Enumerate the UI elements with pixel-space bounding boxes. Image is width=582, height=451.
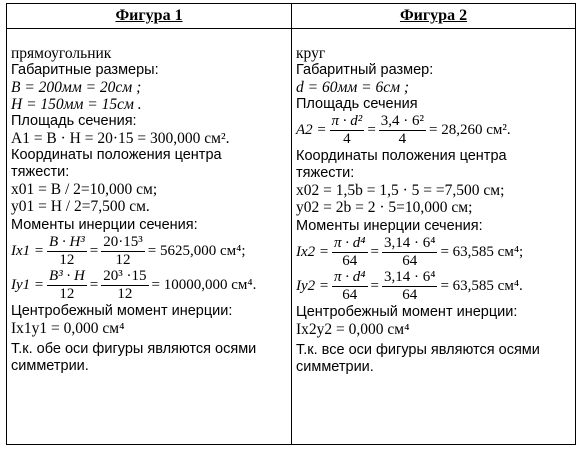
numerator: π · d⁴ — [334, 235, 366, 251]
numerator: 3,4 · 6² — [380, 113, 425, 129]
figure-2-column — [291, 4, 575, 444]
figure-2-iy-equation — [296, 270, 571, 303]
denominator: 64 — [402, 253, 418, 269]
figure-1-b-line: B = 200мм = 20см ; — [11, 79, 142, 96]
fraction — [101, 269, 148, 302]
numerator: 20·15³ — [103, 234, 143, 250]
fraction — [332, 236, 367, 269]
figure-1-ix-lhs: Ix1 = — [11, 243, 45, 259]
figure-1-coord-label: Координаты положения центра — [11, 147, 222, 163]
figure-2-iy-lhs: Iy2 = — [296, 278, 330, 294]
figure-2-ix-lhs: Ix2 = — [296, 244, 330, 260]
figure-1-moments-label: Моменты инерции сечения: — [11, 217, 198, 233]
figure-1-ixy-line: Ix1y1 = 0,000 см⁴ — [11, 320, 125, 337]
denominator: 12 — [59, 252, 75, 268]
figure-2-area-result: = 28,260 см². — [429, 122, 511, 138]
fraction — [101, 235, 145, 268]
figure-1-h-line: H = 150мм = 15см . — [11, 96, 142, 113]
denominator: 64 — [342, 287, 358, 303]
figure-2-iy-result: = 63,585 см⁴. — [440, 278, 523, 294]
numerator: 3,14 · 6⁴ — [383, 235, 436, 251]
figure-1-iy-equation — [11, 269, 287, 302]
figure-2-title: Фигура 2 — [292, 4, 575, 29]
equals-sign: = — [370, 244, 379, 260]
figure-2-note: Т.к. все оси фигуры являются осями симметрии. — [296, 342, 540, 375]
figure-1-coord-label-2: тяжести: — [11, 164, 70, 180]
figure-1-area-line: A1 = B · H = 20·15 = 300,000 см². — [11, 130, 230, 147]
figure-2-ix-result: = 63,585 см⁴; — [440, 244, 524, 260]
figure-2-coord-label-2: тяжести: — [296, 165, 355, 181]
numerator: π · d² — [331, 113, 363, 129]
fraction — [332, 270, 367, 303]
figure-2-size-label: Габаритный размер: — [296, 62, 434, 78]
equals-sign: = — [370, 278, 379, 294]
figure-1-y-line: y01 = H / 2=7,500 см. — [11, 198, 150, 215]
figure-1-shape: прямоугольник — [11, 45, 112, 62]
figure-2-d-line: d = 60мм = 6см ; — [296, 79, 410, 96]
fraction — [382, 236, 437, 269]
numerator: 20³ ·15 — [103, 268, 147, 284]
fraction — [47, 235, 87, 268]
figure-2-centrifugal-label: Центробежный момент инерции: — [296, 304, 518, 320]
denominator: 4 — [343, 131, 351, 147]
figure-1-iy-lhs: Iy1 = — [11, 277, 45, 293]
figure-1-ix-result: = 5625,000 см⁴; — [147, 243, 246, 259]
figure-2-x-line: x02 = 1,5b = 1,5 · 5 = =7,500 см; — [296, 182, 505, 199]
figure-2-y-line: y02 = 2b = 2 · 5=10,000 см; — [296, 199, 473, 216]
figure-1-size-label: Габаритные размеры: — [11, 62, 159, 78]
figure-1-ix-equation — [11, 235, 287, 268]
numerator: B³ · H — [49, 268, 85, 284]
numerator: π · d⁴ — [334, 269, 366, 285]
denominator: 12 — [117, 286, 133, 302]
fraction — [47, 269, 87, 302]
figure-1-centrifugal-label: Центробежный момент инерции: — [11, 303, 233, 319]
figures-table — [6, 3, 576, 445]
denominator: 12 — [59, 286, 75, 302]
figure-2-area-equation — [296, 114, 571, 147]
denominator: 64 — [402, 287, 418, 303]
denominator: 4 — [398, 131, 407, 147]
figure-2-shape: круг — [296, 45, 326, 62]
equals-sign: = — [89, 277, 99, 293]
figure-1-title: Фигура 1 — [7, 4, 291, 29]
figure-2-area-lhs: A2 = — [296, 122, 327, 138]
figure-1-column — [7, 4, 291, 444]
figure-1-note: Т.к. обе оси фигуры являются осями симметрии. — [11, 341, 257, 374]
figure-2-moments-label: Моменты инерции сечения: — [296, 218, 483, 234]
numerator: B · H³ — [49, 234, 85, 250]
fraction — [379, 114, 426, 147]
figure-2-ix-equation — [296, 236, 571, 269]
figure-1-area-label: Площадь сечения: — [11, 113, 137, 129]
denominator: 12 — [115, 252, 131, 268]
figure-2-ixy-line: Ix2y2 = 0,000 см⁴ — [296, 321, 410, 338]
figure-2-area-label: Площадь сечения — [296, 96, 418, 112]
equals-sign: = — [89, 243, 99, 259]
equals-sign: = — [367, 122, 376, 138]
figure-1-iy-result: = 10000,000 см⁴. — [151, 277, 257, 293]
numerator: 3,14 · 6⁴ — [383, 269, 436, 285]
fraction — [330, 114, 365, 147]
denominator: 64 — [342, 253, 358, 269]
figure-1-x-line: x01 = B / 2=10,000 см; — [11, 181, 158, 198]
figure-2-coord-label: Координаты положения центра — [296, 148, 507, 164]
fraction — [382, 270, 437, 303]
